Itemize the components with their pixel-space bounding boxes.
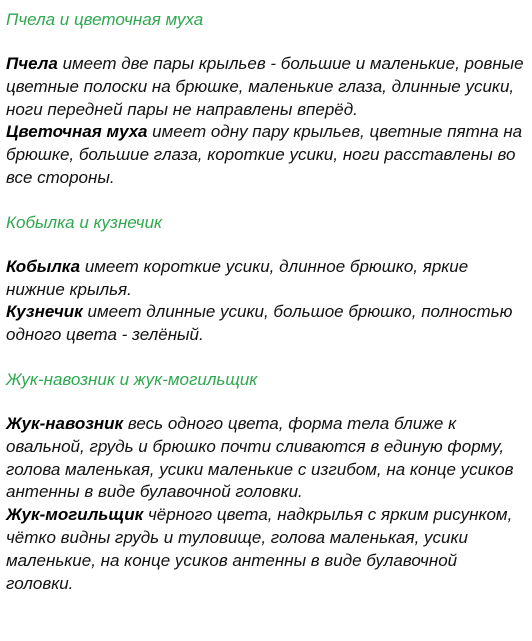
entry-grasshopper: [6, 256, 526, 302]
entry-term: Жук-навозник: [6, 413, 124, 433]
entry-term: Кузнечик: [6, 302, 83, 322]
entry-hoverfly: [6, 121, 526, 189]
section-dung-beetle-and-burying-beetle: [6, 369, 526, 595]
entry-dung-beetle: [6, 413, 526, 504]
section-grasshopper-and-katydid: [6, 212, 526, 347]
entry-bee: [6, 53, 526, 121]
entry-description: имеет длинные усики, большое брюшко, полностью одного цвета - зелёный.: [6, 302, 513, 345]
section-title: Пчела и цветочная муха: [6, 10, 204, 29]
section-bee-and-hoverfly: [6, 9, 526, 190]
entry-description: весь одного цвета, форма тела ближе к овальной, грудь и брюшко почти сливаются в единую форму, голова маленькая, усики маленькие с изгибом, на конце усиков антенны в виде булавочной головки.: [6, 413, 514, 502]
entry-description: имеет короткие усики, длинное брюшко, яркие нижние крылья.: [6, 256, 469, 299]
entry-katydid: [6, 301, 526, 347]
entry-term: Цветочная муха: [6, 122, 148, 142]
section-title: Жук-навозник и жук-могильщик: [6, 369, 258, 389]
entry-description: чёрного цвета, надкрылья с ярким рисунком, чётко видны грудь и туловище, голова маленькая, усики маленькие, на конце усиков антенны в виде булавочной головки.: [6, 505, 513, 593]
entry-term: Жук-могильщик: [6, 505, 144, 525]
entry-description: имеет две пары крыльев - большие и маленькие, ровные цветные полоски на брюшке, маленькие глаза, длинные усики, ноги передней пары не направлены вперёд.: [6, 54, 524, 119]
entry-term: Кобылка: [6, 256, 81, 276]
entry-burying-beetle: [6, 504, 526, 595]
entry-term: Пчела: [6, 54, 58, 73]
section-title: Кобылка и кузнечик: [6, 212, 163, 232]
entry-description: имеет одну пару крыльев, цветные пятна на брюшке, большие глаза, короткие усики, ноги расставлены во все стороны.: [6, 122, 523, 187]
